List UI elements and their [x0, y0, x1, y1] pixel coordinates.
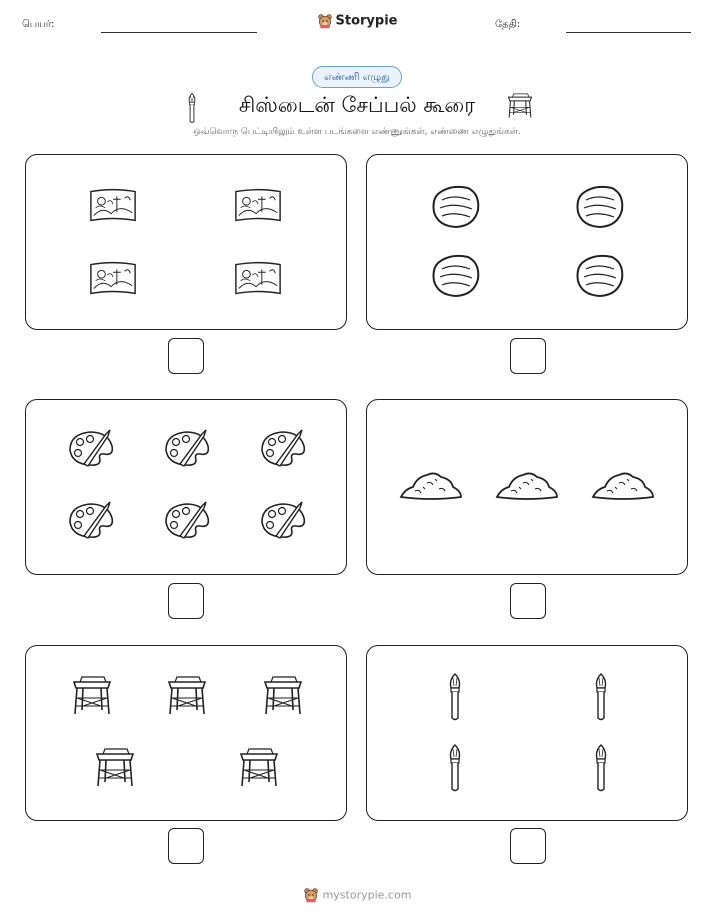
scaffold-icon: [261, 674, 305, 718]
plaster-blob-icon: [574, 182, 626, 230]
count-panel-scaffolds: [25, 645, 347, 821]
answer-box-palettes[interactable]: [168, 583, 204, 619]
worksheet-tag: எண்ணி எழுது: [312, 66, 402, 88]
page-title: சிஸ்டைன் சேப்பல் கூரை: [238, 93, 476, 117]
answer-box-piles[interactable]: [510, 583, 546, 619]
paint-palette-icon: [258, 428, 308, 468]
answer-box-frescoes[interactable]: [168, 338, 204, 374]
plaster-pile-icon: [495, 467, 559, 503]
paint-palette-icon: [66, 428, 116, 468]
paint-palette-icon: [258, 500, 308, 540]
brand-name: Storypie: [335, 13, 398, 29]
footer-url[interactable]: mystorypie.com: [322, 888, 412, 902]
instructions: ஒவ்வொரு பெட்டியிலும் உள்ள படங்களை எண்ணுங்கள், எண்ணை எழுதுங்கள்.: [193, 127, 521, 137]
name-label: பெயர்:: [22, 19, 55, 30]
scaffold-icon: [165, 674, 209, 718]
answer-box-brushes[interactable]: [510, 828, 546, 864]
fresco-painting-icon: [233, 259, 283, 299]
scaffold-icon: [506, 92, 534, 120]
footer: [0, 887, 714, 903]
answer-box-blobs[interactable]: [510, 338, 546, 374]
name-line[interactable]: [101, 32, 257, 33]
plaster-blob-icon: [430, 182, 482, 230]
count-panel-piles: [366, 399, 688, 575]
plaster-pile-icon: [591, 467, 655, 503]
paint-palette-icon: [162, 500, 212, 540]
paintbrush-icon: [447, 741, 463, 795]
bear-mascot-icon: [317, 13, 333, 29]
answer-box-scaffolds[interactable]: [168, 828, 204, 864]
date-label: தேதி:: [495, 19, 521, 30]
bear-mascot-icon: [303, 887, 319, 903]
scaffold-icon: [237, 746, 281, 790]
count-panel-blobs: [366, 154, 688, 330]
paintbrush-icon: [593, 670, 609, 724]
plaster-blob-icon: [430, 251, 482, 299]
paint-palette-icon: [66, 500, 116, 540]
paintbrush-icon: [447, 670, 463, 724]
count-panel-frescoes: [25, 154, 347, 330]
fresco-painting-icon: [233, 186, 283, 226]
date-line[interactable]: [566, 32, 691, 33]
brand-logo: [0, 13, 714, 29]
fresco-painting-icon: [88, 186, 138, 226]
count-panel-brushes: [366, 645, 688, 821]
count-panel-palettes: [25, 399, 347, 575]
paint-palette-icon: [162, 428, 212, 468]
scaffold-icon: [70, 674, 114, 718]
scaffold-icon: [93, 746, 137, 790]
paintbrush-icon: [593, 741, 609, 795]
plaster-blob-icon: [574, 251, 626, 299]
fresco-painting-icon: [88, 259, 138, 299]
plaster-pile-icon: [399, 467, 463, 503]
